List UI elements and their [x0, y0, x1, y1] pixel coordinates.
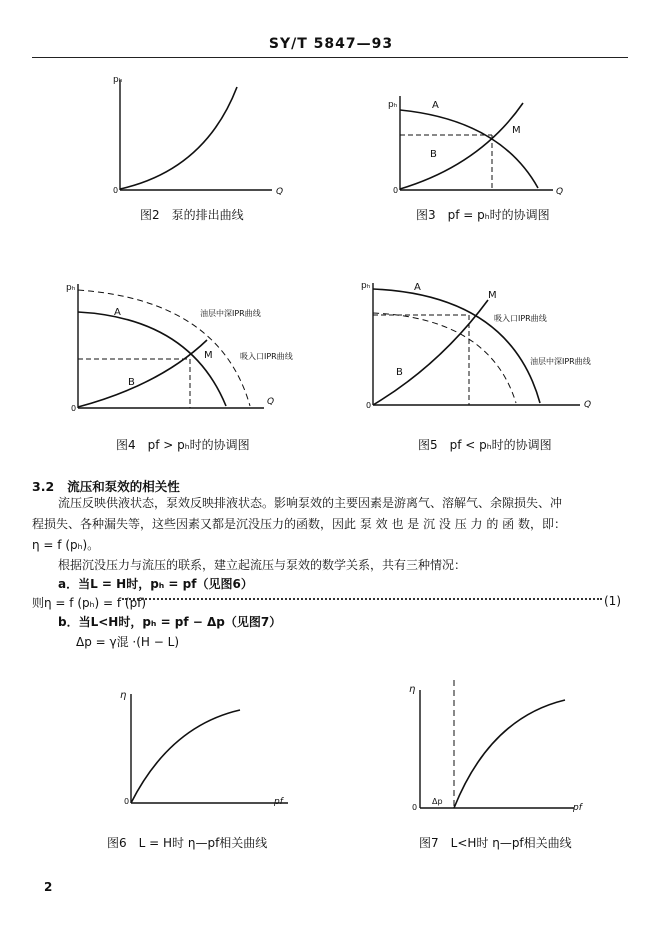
- fig5-label-b: B: [396, 367, 403, 378]
- fig7-caption: 图7 L<H时 η—pf相关曲线: [419, 836, 572, 850]
- case-b: b．当L<H时，pₕ = pf − Δp（见图7）: [58, 615, 282, 629]
- equation-1: 则η = f (pₕ) = f (pf): [32, 596, 147, 610]
- fig3-x-label: Q: [556, 187, 564, 197]
- fig2-caption: 图2 泵的排出曲线: [140, 208, 244, 222]
- fig5-label-m: M: [488, 290, 497, 301]
- fig2-y-label: pₕ: [113, 75, 123, 85]
- fig5-caption: 图5 pf < pₕ时的协调图: [418, 438, 552, 452]
- fig7-efficiency-curve: [454, 700, 565, 808]
- fig4-inner-curve-label: 吸入口IPR曲线: [240, 352, 293, 361]
- equation-2: Δp = γ混 ·(H − L): [76, 635, 179, 649]
- fig4-x-label: Q: [267, 397, 275, 407]
- fig4-label-m: M: [204, 350, 213, 361]
- fig7-y-label: η: [409, 684, 416, 695]
- fig2-origin: 0: [113, 186, 119, 195]
- standard-code: SY/T 5847—93: [268, 36, 394, 52]
- case-a: a．当L = H时，pₕ = pf（见图6）: [58, 577, 253, 591]
- fig3-label-b: B: [430, 149, 437, 160]
- fig4-label-b: B: [128, 377, 135, 388]
- section-title: 流压和泵效的相关性: [67, 479, 180, 494]
- paragraph-1-line-2: 程损失、各种漏失等，这些因素又都是沉没压力的函数，因此 泵 效 也 是 沉 没 压 力 的 函 数，即：: [32, 517, 566, 531]
- fig3-label-a: A: [432, 100, 439, 111]
- fig6-caption: 图6 L = H时 η—pf相关曲线: [107, 836, 268, 850]
- fig5-outer-curve-label: 油层中深IPR曲线: [530, 357, 591, 366]
- fig5-inner-curve-label: 吸入口IPR曲线: [494, 314, 547, 323]
- paragraph-1-line-1: 流压反映供液状态，泵效反映排液状态。影响泵效的主要因素是游离气、溶解气、余隙损失、冲: [58, 496, 563, 510]
- fig3-caption: 图3 pf = pₕ时的协调图: [416, 208, 550, 222]
- fig5-y-label: pₕ: [361, 281, 371, 291]
- fig7-origin: 0: [412, 803, 418, 812]
- paragraph-2: 根据沉没压力与流压的联系，建立起流压与泵效的数学关系，共有三种情况：: [58, 558, 467, 572]
- fig5-label-a: A: [414, 282, 421, 293]
- fig2-x-label: Q: [276, 187, 284, 197]
- fig7-delta-label: Δp: [432, 797, 443, 806]
- fig3-y-label: pₕ: [388, 100, 398, 110]
- fig7-x-label: pf: [573, 803, 582, 813]
- section-number: 3.2: [32, 479, 55, 494]
- equation-1-number: (1): [604, 594, 621, 608]
- fig4-y-label: pₕ: [66, 283, 76, 293]
- fig6-y-label: η: [120, 690, 127, 701]
- fig6-origin: 0: [124, 797, 130, 806]
- fig4-label-a: A: [114, 307, 121, 318]
- fig4-caption: 图4 pf > pₕ时的协调图: [116, 438, 250, 452]
- fig4-outer-curve-label: 油层中深IPR曲线: [200, 309, 261, 318]
- page-number: 2: [44, 880, 53, 894]
- paragraph-1-line-3: η = f (pₕ)。: [32, 538, 100, 552]
- fig3-label-m: M: [512, 125, 521, 136]
- fig4-origin: 0: [71, 404, 77, 413]
- fig5-x-label: Q: [584, 400, 592, 410]
- fig6-x-label: pf: [274, 797, 283, 807]
- fig3-origin: 0: [393, 186, 399, 195]
- fig5-origin: 0: [366, 401, 372, 410]
